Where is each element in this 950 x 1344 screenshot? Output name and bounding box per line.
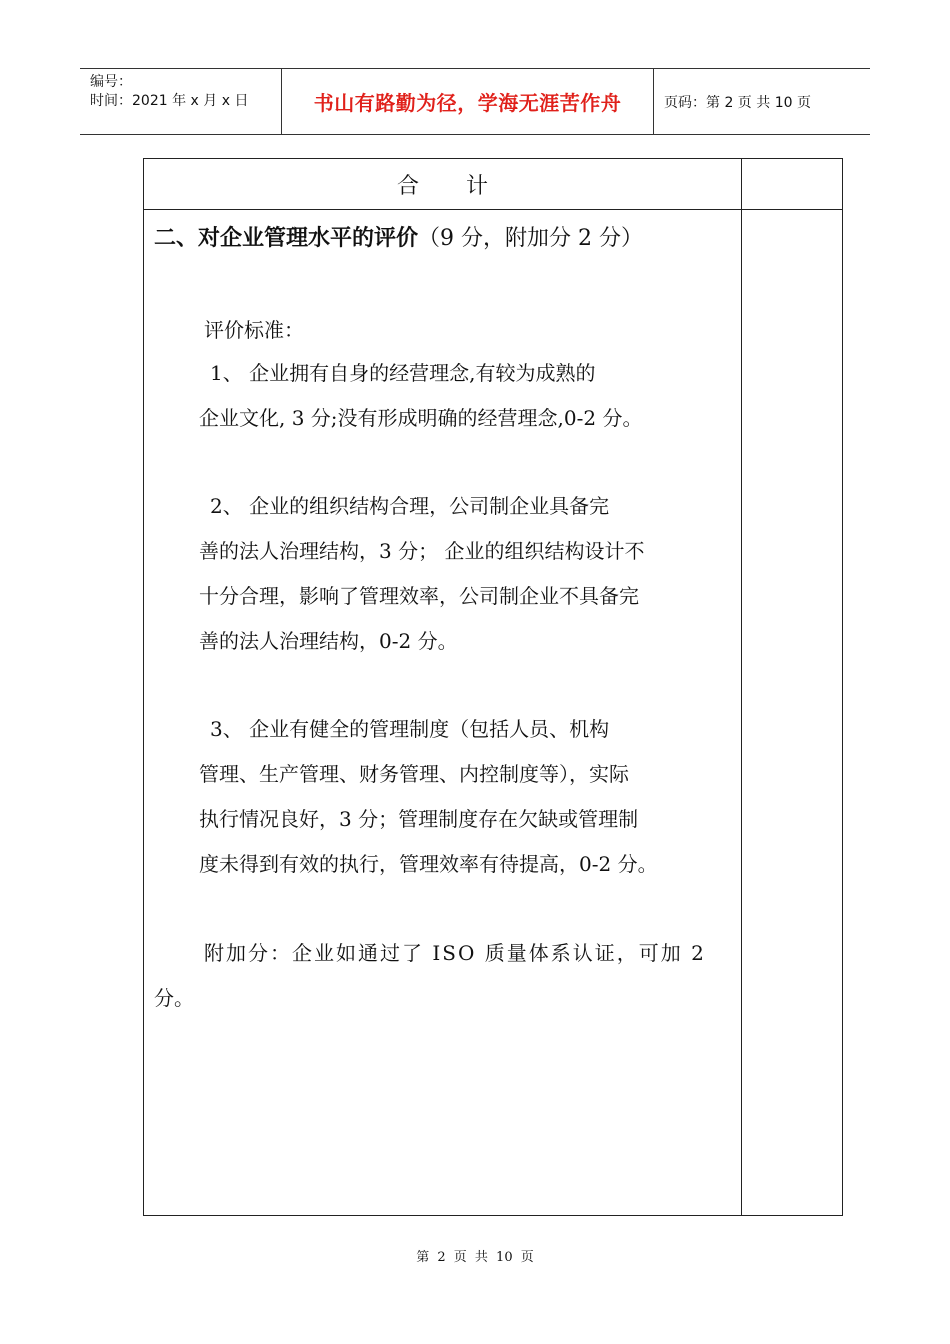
criteria-line: 1、 企业拥有自身的经营理念,有较为成熟的	[210, 361, 596, 385]
total-row-label: 合 计	[397, 173, 508, 199]
column-divider	[741, 159, 742, 1215]
header-meta	[80, 69, 282, 134]
page-header	[80, 68, 870, 135]
criteria-line: 十分合理，影响了管理效率，公司制企业不具备完	[199, 584, 639, 608]
header-motto: 书山有路勤为径，学海无涯苦作舟	[282, 69, 654, 134]
criteria-line: 3、 企业有健全的管理制度（包括人员、机构	[210, 717, 610, 741]
row-divider	[144, 209, 842, 210]
criteria-line: 管理、生产管理、财务管理、内控制度等），实际	[199, 762, 629, 786]
criteria-line: 企业文化, 3 分;没有形成明确的经营理念,0-2 分。	[199, 406, 643, 430]
criteria-line: 2、 企业的组织结构合理，公司制企业具备完	[210, 494, 610, 518]
section-title	[154, 221, 643, 252]
criteria-heading: 评价标准：	[204, 318, 304, 342]
page-footer: 第 2 页 共 10 页	[416, 1250, 534, 1265]
section-title-main: 二、对企业管理水平的评价	[154, 225, 419, 251]
document-number-label: 编号：	[90, 74, 132, 90]
evaluation-table	[143, 158, 843, 1216]
bonus-line: 附加分：企业如通过了 ISO 质量体系认证，可加 2	[204, 941, 706, 965]
bonus-line: 分。	[154, 986, 194, 1010]
criteria-line: 善的法人治理结构，3 分； 企业的组织结构设计不	[199, 539, 645, 563]
header-page-info: 页码：第 2 页 共 10 页	[664, 94, 811, 111]
document-date: 时间：2021 年 x 月 x 日	[90, 93, 249, 109]
section-title-score: （9 分，附加分 2 分）	[418, 226, 643, 251]
criteria-line: 善的法人治理结构，0-2 分。	[199, 629, 458, 653]
criteria-line: 执行情况良好，3 分；管理制度存在欠缺或管理制	[199, 807, 639, 831]
criteria-line: 度未得到有效的执行，管理效率有待提高，0-2 分。	[199, 852, 658, 876]
